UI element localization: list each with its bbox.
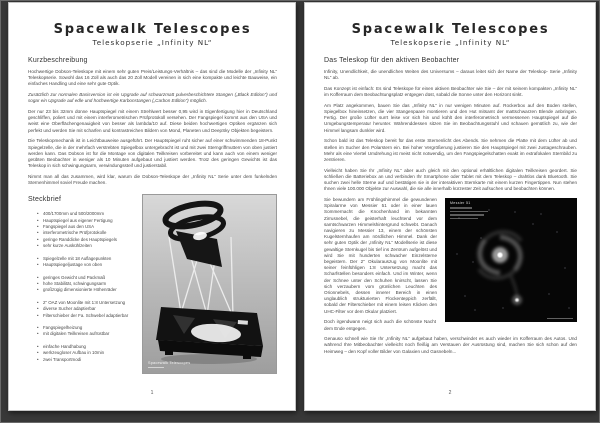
doc-subtitle: Teleskopserie „Infinity NL“ <box>92 38 213 47</box>
paragraph: Infinity, Unendlichkeit, die unendlichen Weiten des Universums – daraus leitet sich der Name der Teleskop- Serie „Infinity NL“ ab. <box>324 69 577 81</box>
list-item: • zwei Transportmodi <box>37 357 142 363</box>
steckbrief-list <box>28 208 142 374</box>
galaxy-illustration <box>445 198 577 322</box>
list-item: • Fangspiegel aus den USA <box>37 224 142 230</box>
list-item: • interferometrische Prüfprotokolle <box>37 230 142 236</box>
list-item: • diverse Sucher adaptierbar <box>37 306 142 312</box>
paragraph-italic: Zusätzlich zur normalen Basisversion ist ein Upgrade auf schwarzmatt pulverbeschichtete Stangen („Black Edition“) und sogar ein Upgrade auf edle und hochwertige Karbonstangen („Carbon Edition“) möglich. <box>28 92 277 104</box>
bullet-group <box>37 300 142 319</box>
galaxy-annotation-line <box>450 218 478 219</box>
page-1-content <box>9 3 295 410</box>
galaxy-photo-label: Messier 51 <box>450 200 471 205</box>
paragraph: Das Konzept ist einfach: Es sind Teleskope für einen aktiven Beobachter wie Sie – der mit seinem kompakten „Infinity NL“ im Kofferraum dem Beobachtungsplatz entgegen düst, sobald die Sonne unter den Horizont sinkt. <box>324 85 577 98</box>
list-item: • Hauptspiegeljustage von oben <box>37 262 142 268</box>
bullet-group <box>37 275 142 294</box>
galaxy-photo-caption-line <box>547 318 573 319</box>
page-number-1: 1 <box>150 390 154 396</box>
paragraph: Genauso schnell wie Sie Ihr „Infinity NL“ aufgebaut haben, verschwindet es auch wieder im Kofferraum des Autos. Und während Ihre Mitbeobachter vielleicht noch fleißig am Verstauen der Ausrüstung sind, machen Sie sich schon auf den Heimweg – den Kopf voller Bilder von Galaxien und Gasnebeln... <box>324 336 577 354</box>
list-item: • Hauptspiegel aus eigener Fertigung <box>37 218 142 224</box>
list-item: • mit digitalen Teilkreisen aufrüstbar <box>37 331 142 337</box>
list-item: • Fangspiegelheizung <box>37 325 142 331</box>
bullet-group <box>37 256 142 269</box>
paragraph-wrapped: Sie bewundern am Frühlingshimmel die gewundenen Spiralarme von Messier 51 oder in einer lauen Sommernacht die Knochenhand im bekannten Zirrusnebel, die geisterhaft leuchtend vor dem samtschwarzen Himmelshintergrund schwebt. Danach navigieren zu Messier 13, einem der schönsten Kugelsternhaufen am nördlichen Himmel. Dank der sehr guten Optik der „Infinity NL“ Modellserie ist diese gewaltige Sternkugel bis tief ins Zentrum aufgelöst und wird Sie mit hunderten schwacher Einzelsterne begeistern. Der 2" Okularauszug von Moonlite mit seiner feinfühligen 1:8 Untersetzung macht das Scharfstellen besonders einfach. Und im Winter, wenn der Schnee unter den Schuhen knirscht, lassen Sie sich verzaubern vom grünlichen Leuchten des Orionnebels, dessen innerer Bereich in einen unglaublich strukturierten Flockenteppich zerfällt, sobald der Filterschieber mit einem leisen Klicken den UHC-Filter vor dem Okular platziert. <box>324 196 437 314</box>
galaxy-annotation-line <box>450 211 488 212</box>
page-1 <box>8 2 296 411</box>
paragraph: Nimmt man all das zusammen, wird klar, warum die Dobson-Teleskope der „Infinity NL“ Serie unter dem funkelnden Sternenhimmel soviel Freude machen. <box>28 173 277 186</box>
page-2 <box>304 2 596 411</box>
list-item: • hohe Stabilität, schwingungsarm <box>37 281 142 287</box>
galaxy-photo <box>445 198 577 322</box>
list-item: • großzügig dimensionierte Höhenräder <box>37 287 142 293</box>
list-item: • einfache Handhabung <box>37 344 142 350</box>
list-item: • geringe Randdicke des Hauptspiegels <box>37 237 142 243</box>
bullet-group <box>37 325 142 338</box>
paragraph: Hochwertige Dobson-Teleskope mit einem sehr guten Preis/Leistungs-Verhältnis – das sind die Modelle der „Infinity NL“ Teleskopserie. Sowohl das 16 Zoll als auch das 20 Zoll Modell vereinen in sich eine kompakte und leichte Bauweise, ein einfaches Handling und eine sehr gute Optik. <box>28 69 277 87</box>
doc-title: Spacewalk Telescopes <box>351 22 550 37</box>
list-item: • 400/1700mm und 500/2000mm <box>37 211 142 217</box>
list-item: • sehr kurze Auskühlzeiten <box>37 243 142 249</box>
list-item: • Filterschieber der Fa. Schwebel adaptierbar <box>37 313 142 319</box>
list-item: • Spiegelzelle mit 18 Auflagepunkten <box>37 256 142 262</box>
page-number-2: 2 <box>448 390 452 396</box>
list-item: • geringes Gewicht und Packmaß <box>37 275 142 281</box>
section-heading-steckbrief: Steckbrief <box>28 196 62 204</box>
list-item: • 2" OAZ von Moonlite mit 1:8 Untersetzung <box>37 300 142 306</box>
doc-title: Spacewalk Telescopes <box>53 22 252 37</box>
bullet-group <box>37 211 142 249</box>
paragraph: Am Platz angekommen, bauen Sie das „Infinity NL“ in nur wenigen Minuten auf. Rockerbox auf den Boden stellen, Spiegelbox hineinsetzen, die vier Stangenpaare montieren und den Hut mitsamt der mattschwarzen Blende anbringen. Fertig. Der große Lüfter surrt leise vor sich hin und kühlt den interferometrisch vermessenen Hauptspiegel auf die Umgebungstemperatur herunter. Währenddessen sitzen Sie im Beobachtungsstuhl und schauen gemütlich zu, wie der Himmel langsam dunkler wird. <box>324 102 577 133</box>
bullet-group <box>37 344 142 363</box>
page-2-content <box>305 3 595 410</box>
steckbrief-row <box>28 208 277 374</box>
section-heading-kurzbeschreibung: Kurzbeschreibung <box>28 57 88 64</box>
paragraph: Die Teleskopmechanik ist in Leichtbauweise ausgeführt. Der Hauptspiegel ruht sicher auf einer schwimmenden 18-Punkt Spiegelzelle, die in der mehrfach verstrebten Spiegelbox untergebracht ist und mit zwei Sterngriffmuttern von oben justiert werden kann. Das Dobson ist für die Montage von digitalen Teilkreisen vorbereitet und kann auch von einem weniger geübten Beobachter in weniger als 10 Minuten aufgebaut und justiert werden. Trotz des geringen Gewichts ist das Teleskop in sich schwingungsarm, verwindungssteif und justierstabil. <box>28 138 277 169</box>
telescope-photo-caption-line <box>148 367 164 368</box>
paragraph: Doch irgendwann neigt sich auch die schönste Nacht dem Ende entgegen. <box>324 319 436 331</box>
section-heading-aktiver-beobachter: Das Teleskop für den aktiven Beobachter <box>324 57 460 64</box>
wrap-section <box>324 197 577 336</box>
paragraph: Schon bald ist das Teleskop bereit für das erste Sternenlicht des Abends. Sie nehmen die Platte mit dem Lüfter ab und stellen im Sucher den Polarstern ein. Bei hoher Vergrößerung justieren Sie den Hauptspiegel mit zwei Justageschrauben. Mehr als eine Viertel Umdrehung ist meist nicht notwendig, um den Fangspiegelschatten exakt im extrafokalen Sternbild zu zentrieren. <box>324 138 577 162</box>
paragraph: Vielleicht haben Sie Ihr „Infinity NL“ aber auch gleich mit den optional erhältlichen digitalen Teilkreisen geordert. Sie schließen die Batteriebox an und verbinden Ihr Smartphone oder Tablet mit dem Teleskop – drahtlos dank Bluetooth. Sie suchen zwei helle Sterne auf und bestätigen sie in der interaktiven Sternkarte mit einem kurzen Fingertippen. Nun stehen Ihnen viele 100.000 Objekte zur Auswahl, die sie alle innerhalb kürzester Zeit aufsuchen und beobachten können. <box>324 167 577 192</box>
list-item: • werkzeugloser Aufbau in 10min <box>37 350 142 356</box>
telescope-photo-caption: Spacewalk Telescopes <box>148 361 191 366</box>
galaxy-annotation-line <box>450 214 484 215</box>
telescope-illustration <box>143 195 276 373</box>
doc-subtitle: Teleskopserie „Infinity NL“ <box>390 38 511 47</box>
telescope-photo <box>142 194 277 374</box>
paragraph: Der nur 23 bis 32mm dünne Hauptspiegel mit einem Strehlwert besser 0,95 wird in Eigenfertigung hier in Deutschland geschliffen, poliert und mit einem interferometrischen Prüfprotokoll versehen. Der Fangspiegel kommt aus den USA und weist eine Oberflächengenauigkeit von besser als lambda/10 auf. Diese beiden hochwertigen Optiken ergänzen sich perfekt und werden Sie mit scharfen und kontrastreichen Bildern von Mond, Planeten und DeepSky Objekten begeistern. <box>28 109 277 133</box>
galaxy-annotation-line <box>450 207 472 208</box>
